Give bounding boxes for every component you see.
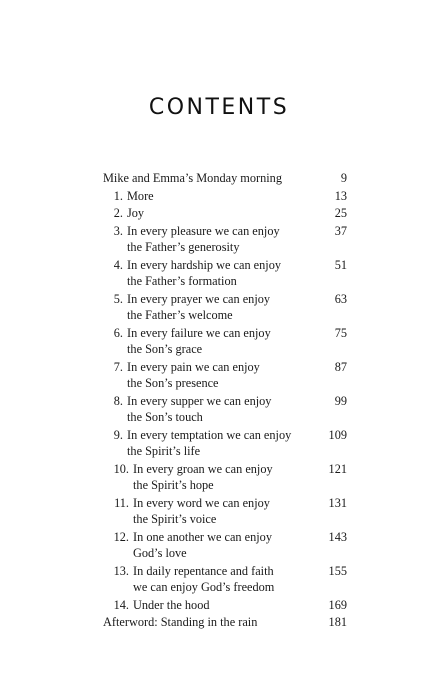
toc-entry: [103, 529, 347, 562]
toc-entry-number: 4.: [113, 257, 123, 272]
toc-entry-title-line: In every pain we can enjoy: [127, 359, 260, 374]
toc-page-number: 99: [334, 393, 347, 408]
toc-entry-number: 13.: [113, 563, 129, 578]
toc-entry: [103, 325, 347, 358]
toc-entry: [103, 223, 347, 256]
toc-entry-number: 7.: [113, 359, 123, 374]
toc-entry: [103, 188, 347, 205]
toc-entry: [103, 257, 347, 290]
toc-page-number: 75: [334, 325, 347, 340]
toc-entry-number: 1.: [113, 188, 123, 203]
toc-page-number: 155: [328, 563, 347, 578]
toc-page-number: 169: [328, 597, 347, 612]
toc-entry: [103, 563, 347, 596]
toc-entry-number: 9.: [113, 427, 123, 442]
toc-entry: [103, 205, 347, 222]
toc-entry: [103, 291, 347, 324]
toc-entry: [103, 597, 347, 614]
toc-entry-title-line: In every supper we can enjoy: [127, 393, 272, 408]
toc-page-number: 121: [328, 461, 347, 476]
toc-page-number: 181: [328, 615, 347, 629]
toc-entry-title-line: In every groan we can enjoy: [133, 461, 273, 476]
toc-entry: [103, 495, 347, 528]
toc-page-number: 131: [328, 495, 347, 510]
toc-entry-title-line: the Father’s generosity: [127, 240, 240, 254]
toc-page-number: 109: [328, 427, 347, 442]
toc-entry-title-line: God’s love: [133, 546, 187, 560]
toc-entry: [103, 461, 347, 494]
toc-entry-title-line: In one another we can enjoy: [133, 529, 272, 544]
toc-entry-title-line: the Son’s presence: [127, 376, 219, 390]
toc-entry-title-line: the Son’s touch: [127, 410, 203, 424]
toc-entry: [103, 614, 347, 631]
toc-page-number: 63: [334, 291, 347, 306]
toc-page-number: 87: [334, 359, 347, 374]
toc-entry-title-line: In every prayer we can enjoy: [127, 291, 271, 306]
toc-entry-title-line: the Father’s formation: [127, 274, 237, 288]
toc-entry-title: Mike and Emma’s Monday morning: [103, 171, 282, 185]
toc-entry-title: Joy: [127, 206, 145, 220]
toc-entry-title-line: In every failure we can enjoy: [127, 325, 271, 340]
contents-heading: CONTENTS: [148, 95, 290, 120]
table-of-contents: [103, 170, 347, 631]
toc-entry-number: 14.: [113, 597, 129, 612]
toc-entry-title-line: In daily repentance and faith: [133, 563, 274, 578]
toc-entry: [103, 359, 347, 392]
toc-page-number: 143: [328, 529, 347, 544]
toc-entry-title-line: In every hardship we can enjoy: [127, 257, 281, 272]
toc-entry-title-line: the Father’s welcome: [127, 308, 233, 322]
toc-page-number: 25: [334, 206, 347, 220]
toc-entry: [103, 427, 347, 460]
toc-entry-number: 3.: [113, 223, 123, 238]
toc-entry-number: 10.: [113, 461, 129, 476]
toc-page-number: 51: [334, 257, 347, 272]
toc-entry-title-line: we can enjoy God’s freedom: [133, 580, 275, 594]
toc-entry-title-line: the Spirit’s hope: [133, 478, 214, 492]
toc-entry-number: 6.: [113, 325, 123, 340]
toc-entry-title-line: the Spirit’s voice: [133, 512, 217, 526]
toc-page-number: 9: [340, 171, 347, 185]
toc-entry-title-line: the Son’s grace: [127, 342, 203, 356]
toc-entry-title-line: In every pleasure we can enjoy: [127, 223, 280, 238]
toc-entry-title: Afterword: Standing in the rain: [103, 615, 258, 629]
toc-entry: [103, 393, 347, 426]
toc-entry-number: 5.: [113, 291, 123, 306]
toc-page-number: 13: [334, 188, 347, 203]
toc-entry-number: 8.: [113, 393, 123, 408]
toc-entry-title-line: In every temptation we can enjoy: [127, 427, 292, 442]
toc-entry-number: 12.: [113, 529, 129, 544]
toc-entry-title: Under the hood: [133, 597, 210, 612]
toc-entry-number: 11.: [114, 495, 129, 510]
toc-entry-title-line: In every word we can enjoy: [133, 495, 270, 510]
toc-entry-number: 2.: [113, 206, 123, 220]
toc-entry-title-line: the Spirit’s life: [127, 444, 201, 458]
toc-entry: [103, 170, 347, 187]
toc-entry-title: More: [127, 188, 154, 203]
toc-page-number: 37: [334, 223, 347, 238]
